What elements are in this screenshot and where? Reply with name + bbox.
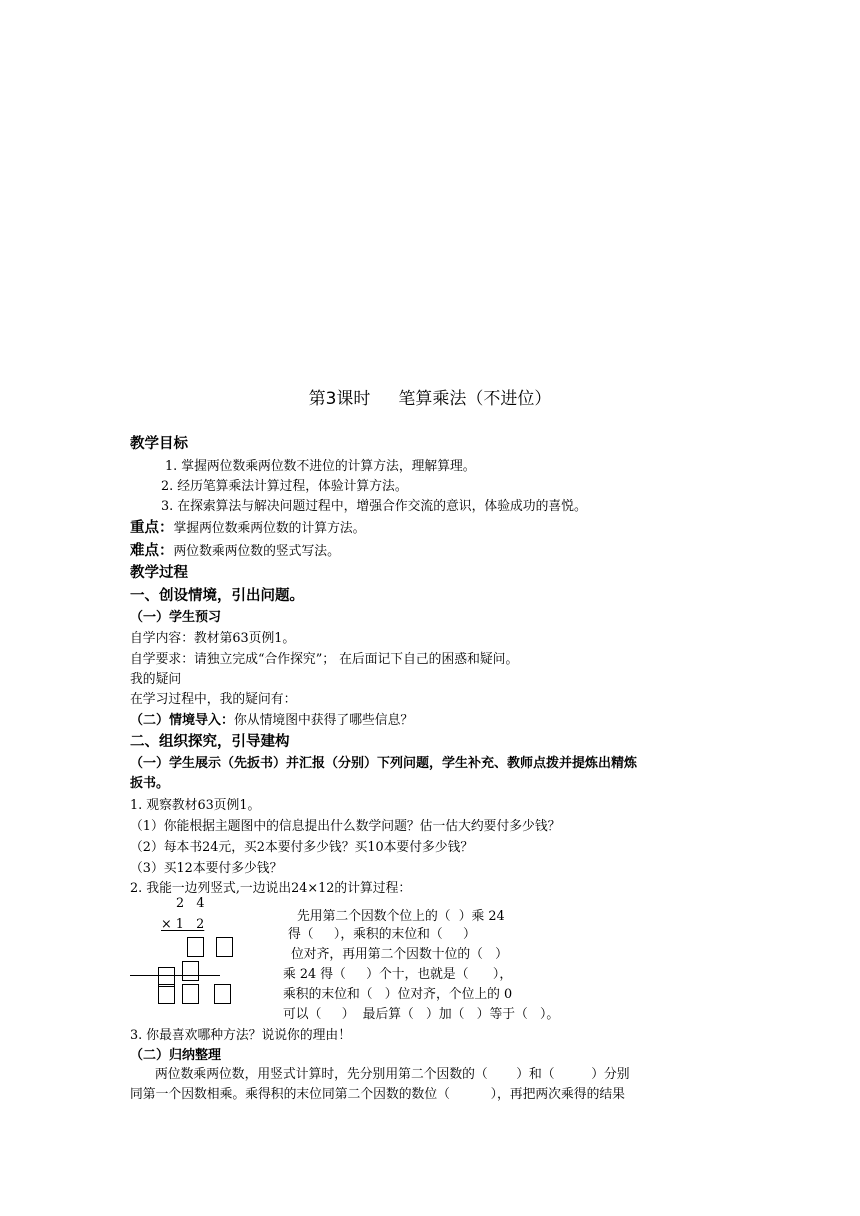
lesson-topic: 笔算乘法（不进位） bbox=[398, 389, 552, 409]
key-point-label: 重点： bbox=[130, 520, 174, 536]
part2-sub1-line1: （一）学生展示（先扳书）并汇报（分别）下列问题，学生补充、教师点拨并提炼出精炼 bbox=[130, 756, 638, 771]
doubt-text: 在学习过程中，我的疑问有： bbox=[130, 692, 297, 707]
question-1b: （2）每本书24元，买2本要付多少钱？买10本要付多少钱？ bbox=[130, 840, 474, 855]
process-heading: 教学过程 bbox=[130, 565, 188, 581]
summary-line-1: 两位数乘两位数，用竖式计算时，先分别用第二个因数的（ ）和（ ）分别 bbox=[155, 1067, 630, 1082]
explain-line-4: 乘 24 得（ ）个十，也就是（ ）， bbox=[283, 967, 513, 982]
key-point-text: 掌握两位数乘两位数的计算方法。 bbox=[173, 521, 366, 536]
part2-sub2: （二）归纳整理 bbox=[130, 1048, 222, 1063]
self-study-requirement: 自学要求：请独立完成“合作探究”； 在后面记下自己的困惑和疑问。 bbox=[130, 652, 519, 667]
situation-text: 你从情境图中获得了哪些信息？ bbox=[234, 713, 414, 728]
difficulty-text: 两位数乘两位数的竖式写法。 bbox=[173, 544, 340, 559]
part1-heading: 一、创设情境，引出问题。 bbox=[130, 588, 304, 604]
part2-sub1-line2: 扳书。 bbox=[130, 776, 170, 791]
vertical-multiplier: × 1 2 bbox=[161, 917, 205, 932]
question-3: 3. 你最喜欢哪种方法？说说你的理由！ bbox=[130, 1028, 352, 1043]
explain-line-3: 位对齐，再用第二个因数十位的（ ） bbox=[291, 947, 508, 962]
objectives-heading: 教学目标 bbox=[130, 436, 188, 452]
question-1a: （1）你能根据主题图中的信息提出什么数学问题？估一估大约要付多少钱？ bbox=[130, 819, 561, 834]
page-title bbox=[0, 384, 860, 409]
key-point bbox=[130, 516, 365, 537]
objective-1: 1. 掌握两位数乘两位数不进位的计算方法，理解算理。 bbox=[165, 459, 476, 474]
explain-line-2: 得（ ），乘积的末位和（ ） bbox=[288, 927, 476, 942]
objective-2: 2. 经历笔算乘法计算过程，体验计算方法。 bbox=[161, 479, 408, 494]
explain-line-5: 乘积的末位和（ ）位对齐，个位上的 0 bbox=[283, 987, 513, 1002]
vertical-top-number: 2 4 bbox=[176, 896, 205, 911]
part1-sub1: （一）学生预习 bbox=[130, 610, 222, 625]
question-1: 1. 观察教材63页例1。 bbox=[130, 798, 261, 813]
objective-3: 3. 在探索算法与解决问题过程中，增强合作交流的意识，体验成功的喜悦。 bbox=[161, 499, 587, 514]
question-1c: （3）买12本要付多少钱？ bbox=[130, 861, 283, 876]
difficulty-label: 难点： bbox=[130, 543, 174, 559]
answer-box[interactable] bbox=[216, 937, 233, 957]
difficulty bbox=[130, 539, 340, 560]
divider-line bbox=[130, 975, 220, 976]
summary-line-2: 同第一个因数相乘。乘得积的末位同第二个因数的数位（ ），再把两次乘得的结果 bbox=[130, 1087, 625, 1102]
answer-box[interactable] bbox=[187, 937, 204, 957]
situation-intro bbox=[130, 709, 413, 728]
answer-box[interactable] bbox=[214, 984, 231, 1004]
question-2: 2. 我能一边列竖式,一边说出24×12的计算过程： bbox=[130, 881, 412, 896]
answer-box[interactable] bbox=[158, 984, 175, 1004]
answer-box[interactable] bbox=[182, 961, 199, 981]
answer-box[interactable] bbox=[182, 984, 199, 1004]
doubt-title: 我的疑问 bbox=[130, 672, 182, 687]
explain-line-1: 先用第二个因数个位上的（ ）乘 24 bbox=[297, 909, 505, 924]
lesson-number: 第3课时 bbox=[308, 389, 371, 409]
situation-label: （二）情境导入： bbox=[130, 713, 235, 728]
explain-line-6: 可以（ ） 最后算（ ）加（ ）等于（ ）。 bbox=[283, 1007, 560, 1022]
self-study-content: 自学内容：教材第63页例1。 bbox=[130, 631, 296, 646]
part2-heading: 二、组织探究，引导建构 bbox=[130, 734, 290, 750]
